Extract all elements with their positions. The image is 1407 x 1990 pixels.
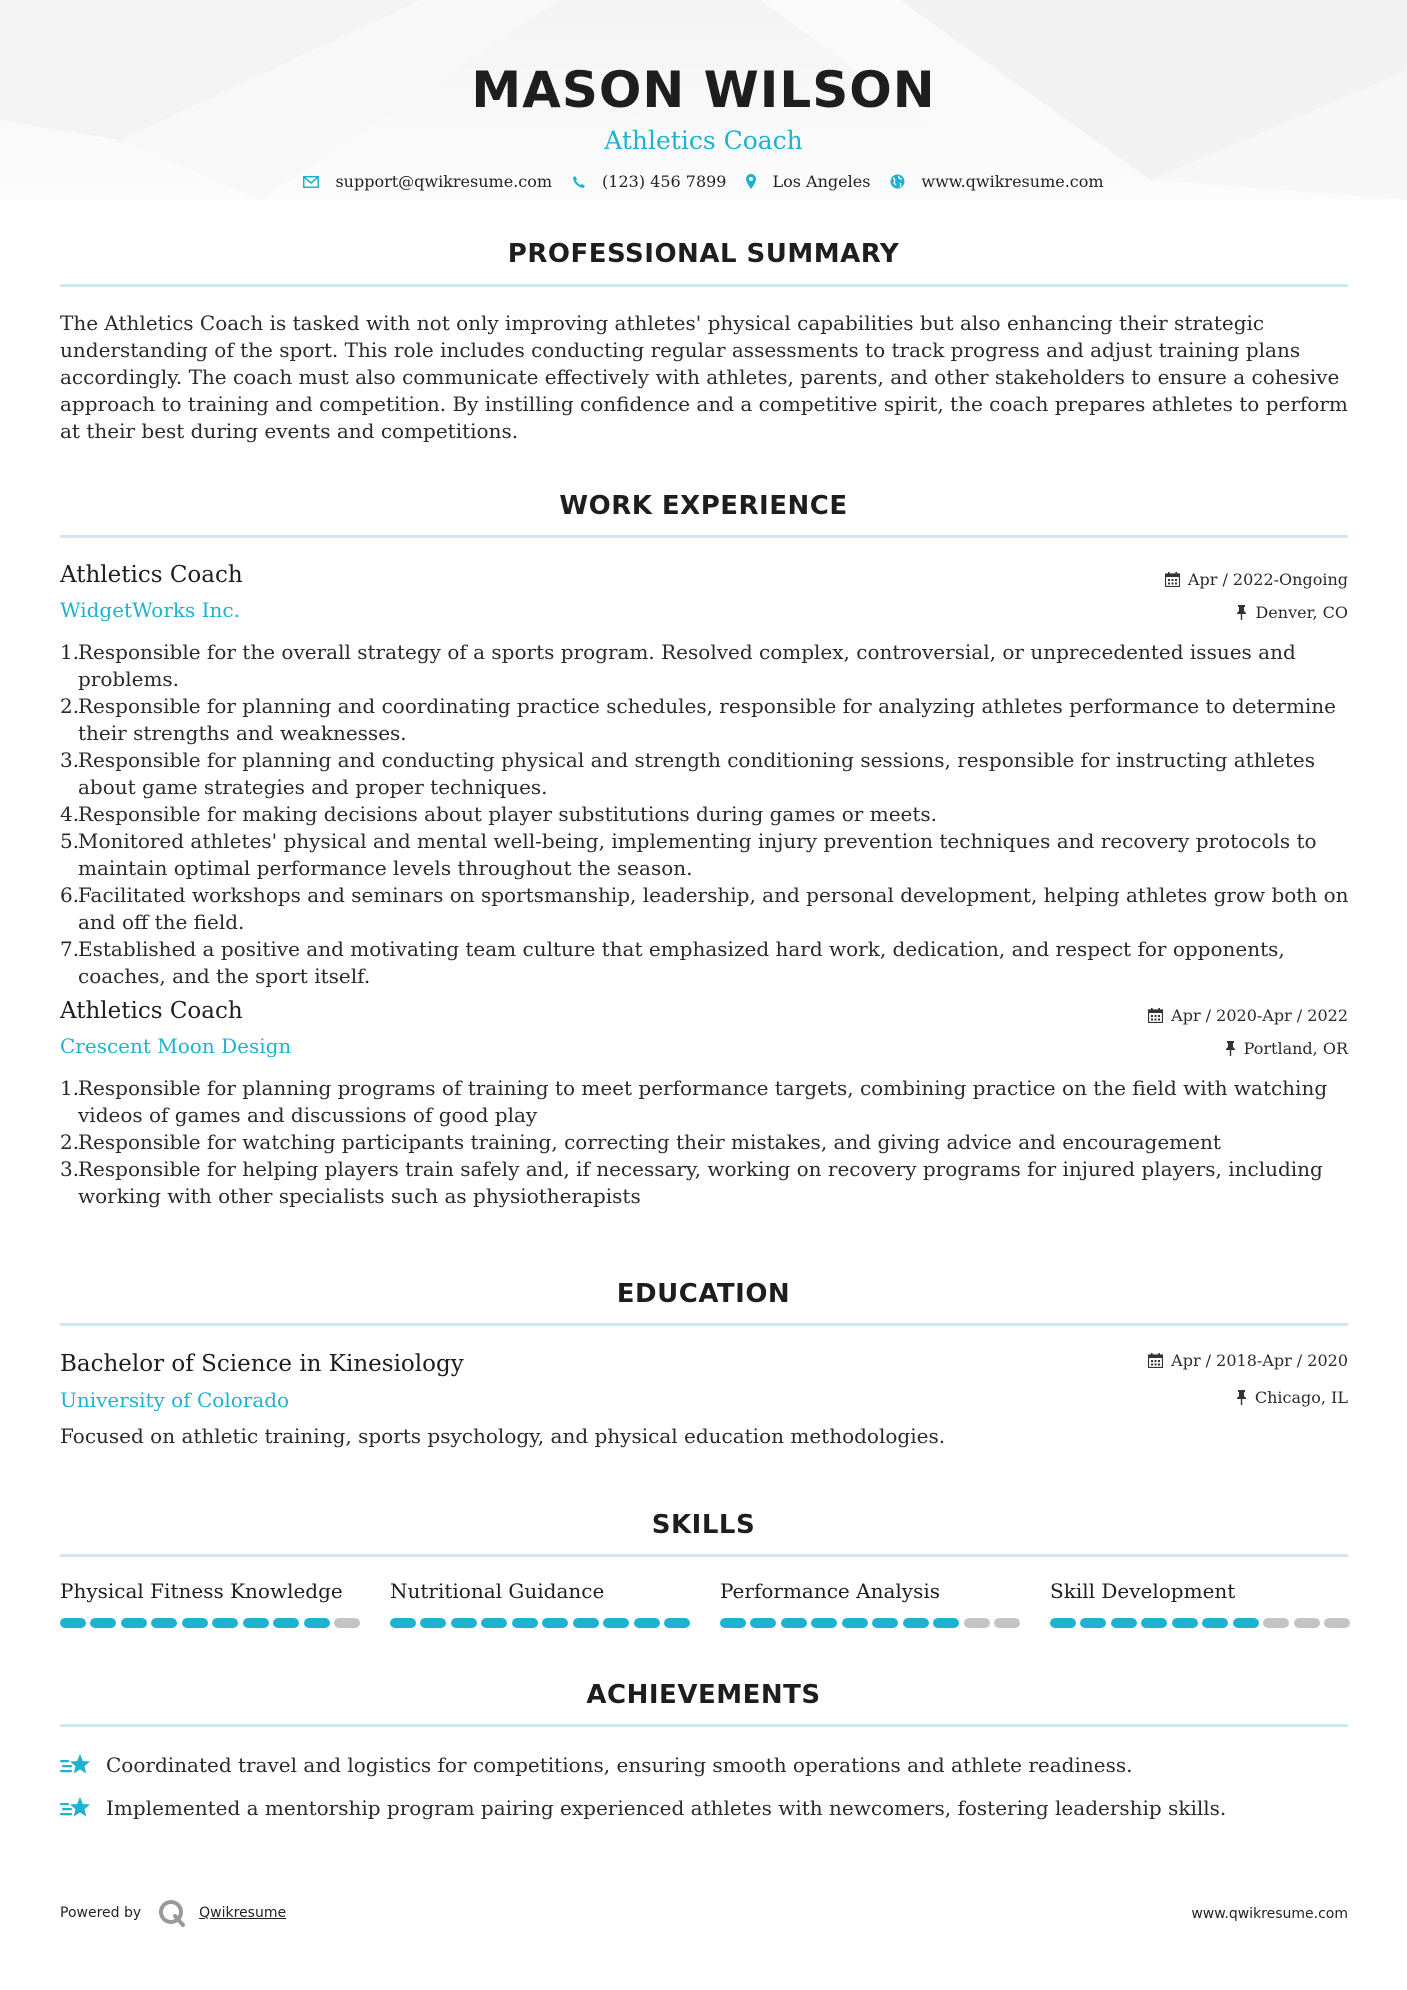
skill-level-bar [60,1618,360,1628]
skill-segment-filled [872,1618,898,1628]
section-divider [60,535,1348,538]
skill-level-bar [720,1618,1020,1628]
job-duties-list [60,639,1350,990]
section-title-achievements: ACHIEVEMENTS [586,1680,821,1710]
shooting-star-icon [60,1751,92,1779]
skill-segment-filled [781,1618,807,1628]
skill-segment-filled [664,1618,690,1628]
skill-segment-filled [390,1618,416,1628]
job-duties-list [60,1075,1350,1210]
location-text: Denver, CO [1255,603,1348,622]
footer-powered-by [60,1898,286,1928]
location-text: Portland, OR [1243,1039,1348,1058]
duty-text: Responsible for the overall strategy of a sports program. Resolved complex, controversial, or unprecedented issues and problems. [78,640,1296,691]
location-text: Chicago, IL [1254,1388,1348,1407]
resume-header [0,55,1407,157]
achievement-item [60,1751,1350,1779]
job-title: Athletics Coach [60,562,243,588]
skill-name: Physical Fitness Knowledge [60,1579,343,1603]
calendar-icon [1148,1353,1163,1368]
contact-website[interactable] [890,172,1103,191]
skill-name: Skill Development [1050,1579,1236,1603]
company-name: Crescent Moon Design [60,1034,292,1058]
list-item: 3. Responsible for helping players train safely and, if necessary, working on recovery programs for injured players, including working with other specialists such as physiotherapists [60,1157,1323,1208]
contact-email[interactable] [303,172,552,191]
skill-segment-empty [964,1618,990,1628]
skill-segment-filled [451,1618,477,1628]
skill-level-bar [390,1618,690,1628]
skill-item [390,1578,690,1604]
skill-segment-filled [750,1618,776,1628]
job-dates [1165,570,1348,589]
skill-segment-empty [994,1618,1020,1628]
list-item: 7. Established a positive and motivating team culture that emphasized hard work, dedication, and respect for opponents, coaches, and the sport itself. [60,937,1285,988]
skill-segment-filled [151,1618,177,1628]
skill-segment-filled [811,1618,837,1628]
section-divider [60,1724,1348,1727]
list-item: 4. Responsible for making decisions about player substitutions during games or meets. [60,802,938,826]
skill-segment-filled [842,1618,868,1628]
company-name: WidgetWorks Inc. [60,598,240,622]
map-pin-icon [746,174,756,189]
list-item: 1. Responsible for planning programs of training to meet performance targets, combining practice on the field with watching videos of games and discussions of good play [60,1076,1328,1127]
skill-segment-filled [542,1618,568,1628]
education-description: Focused on athletic training, sports psychology, and physical education methodologies. [60,1424,946,1448]
skill-segment-empty [1324,1618,1350,1628]
skill-segment-filled [1202,1618,1228,1628]
list-item: 2. Responsible for planning and coordinating practice schedules, responsible for analyzing athletes performance to determine their strengths and weaknesses. [60,694,1337,745]
skill-item [60,1578,360,1604]
shooting-star-icon [60,1794,92,1822]
list-item: 2. Responsible for watching participants training, correcting their mistakes, and giving advice and encouragement [60,1130,1221,1154]
skill-name: Performance Analysis [720,1579,940,1603]
skill-segment-filled [1050,1618,1076,1628]
duty-text: Monitored athletes' physical and mental well-being, implementing injury prevention techniques and recovery protocols to maintain optimal performance levels throughout the season. [78,829,1317,880]
skill-segment-filled [903,1618,929,1628]
skills-grid [60,1578,1350,1638]
skill-segment-empty [1294,1618,1320,1628]
section-divider [60,284,1348,287]
section-title-education: EDUCATION [616,1279,791,1309]
section-divider [60,1554,1348,1557]
list-item: 6. Facilitated workshops and seminars on sportsmanship, leadership, and personal development, helping athletes grow both on and off the field. [60,883,1349,934]
skill-segment-filled [304,1618,330,1628]
skill-segment-filled [603,1618,629,1628]
duty-text: Responsible for watching participants training, correcting their mistakes, and giving advice and encouragement [78,1130,1221,1154]
skill-segment-filled [121,1618,147,1628]
dates-text: Apr / 2018-Apr / 2020 [1171,1351,1348,1370]
skill-segment-filled [1172,1618,1198,1628]
section-title-summary: PROFESSIONAL SUMMARY [507,239,900,269]
list-item: 3. Responsible for planning and conducting physical and strength conditioning sessions, responsible for instructing athletes about game strategies and proper techniques. [60,748,1315,799]
dates-text: Apr / 2022-Ongoing [1187,570,1348,589]
contact-bar [0,172,1407,191]
job-dates [1148,1006,1348,1025]
calendar-icon [1165,572,1180,587]
envelope-icon [303,176,319,188]
list-item: 1. Responsible for the overall strategy of a sports program. Resolved complex, controversial, or unprecedented issues and problems. [60,640,1296,691]
skill-segment-filled [933,1618,959,1628]
degree-title: Bachelor of Science in Kinesiology [60,1351,464,1377]
contact-phone[interactable] [572,172,726,191]
pushpin-icon [1236,1390,1247,1405]
phone-text: (123) 456 7899 [602,172,727,191]
skill-segment-filled [273,1618,299,1628]
duty-text: Responsible for planning programs of training to meet performance targets, combining practice on the field with watching videos of games and discussions of good play [78,1076,1328,1127]
skill-name: Nutritional Guidance [390,1579,605,1603]
skill-segment-empty [334,1618,360,1628]
skill-segment-filled [720,1618,746,1628]
skill-segment-filled [1141,1618,1167,1628]
powered-by-label: Powered by [60,1905,142,1921]
skill-item [1050,1578,1350,1604]
job-location [1236,603,1348,622]
skill-segment-filled [212,1618,238,1628]
duty-text: Responsible for helping players train safely and, if necessary, working on recovery programs for injured players, including working with other specialists such as physiotherapists [78,1157,1323,1208]
skill-segment-filled [1233,1618,1259,1628]
skill-segment-filled [573,1618,599,1628]
section-title-experience: WORK EXPERIENCE [559,491,848,521]
calendar-icon [1148,1008,1163,1023]
achievement-item [60,1794,1350,1822]
footer-website[interactable]: www.qwikresume.com [1191,1906,1348,1922]
contact-location [746,172,870,191]
pushpin-icon [1236,605,1247,620]
job-location [1225,1039,1348,1058]
skill-item [720,1578,1020,1604]
skill-segment-filled [243,1618,269,1628]
skill-segment-filled [1111,1618,1137,1628]
duty-text: Facilitated workshops and seminars on sportsmanship, leadership, and personal development, helping athletes grow both on and off the field. [78,883,1349,934]
qwikresume-link[interactable]: Qwikresume [199,1905,287,1921]
dates-text: Apr / 2020-Apr / 2022 [1171,1006,1348,1025]
skill-segment-filled [60,1618,86,1628]
skill-level-bar [1050,1618,1350,1628]
duty-text: Responsible for planning and coordinating practice schedules, responsible for analyzing athletes performance to determine their strengths and weaknesses. [78,694,1337,745]
candidate-name: MASON WILSON [471,61,936,119]
school-name: University of Colorado [60,1388,290,1412]
skill-segment-filled [1080,1618,1106,1628]
duty-text: Responsible for making decisions about player substitutions during games or meets. [78,802,938,826]
skill-segment-filled [90,1618,116,1628]
section-divider [60,1323,1348,1326]
job-title: Athletics Coach [60,998,243,1024]
skill-segment-filled [420,1618,446,1628]
candidate-title: Athletics Coach [604,126,803,155]
education-location [1236,1388,1348,1407]
website-text: www.qwikresume.com [921,172,1104,191]
location-text: Los Angeles [772,172,871,191]
phone-icon [572,175,586,189]
email-text: support@qwikresume.com [335,172,553,191]
skill-segment-filled [512,1618,538,1628]
education-dates [1148,1351,1348,1370]
skill-segment-filled [182,1618,208,1628]
skill-segment-filled [481,1618,507,1628]
pushpin-icon [1225,1041,1236,1056]
duty-text: Established a positive and motivating team culture that emphasized hard work, dedication, and respect for opponents, coaches, and the sport itself. [78,937,1285,988]
qwikresume-logo-icon [157,1898,187,1928]
summary-text: The Athletics Coach is tasked with not only improving athletes' physical capabilities but also enhancing their strategic understanding of the sport. This role includes conducting regular assessments to track progress and adjust training plans accordingly. The coach must also communicate effectively with athletes, parents, and other stakeholders to ensure a cohesive approach to training and competition. By instilling confidence and a competitive spirit, the coach prepares athletes to perform at their best during events and competitions. [60,311,1348,443]
skill-segment-empty [1263,1618,1289,1628]
skill-segment-filled [634,1618,660,1628]
list-item: 5. Monitored athletes' physical and mental well-being, implementing injury prevention techniques and recovery protocols to maintain optimal performance levels throughout the season. [60,829,1317,880]
achievement-text: Implemented a mentorship program pairing experienced athletes with newcomers, fostering leadership skills. [106,1796,1227,1820]
globe-icon [890,174,905,189]
duty-text: Responsible for planning and conducting physical and strength conditioning sessions, responsible for instructing athletes about game strategies and proper techniques. [78,748,1315,799]
achievement-text: Coordinated travel and logistics for competitions, ensuring smooth operations and athlete readiness. [106,1753,1133,1777]
section-title-skills: SKILLS [651,1510,756,1540]
